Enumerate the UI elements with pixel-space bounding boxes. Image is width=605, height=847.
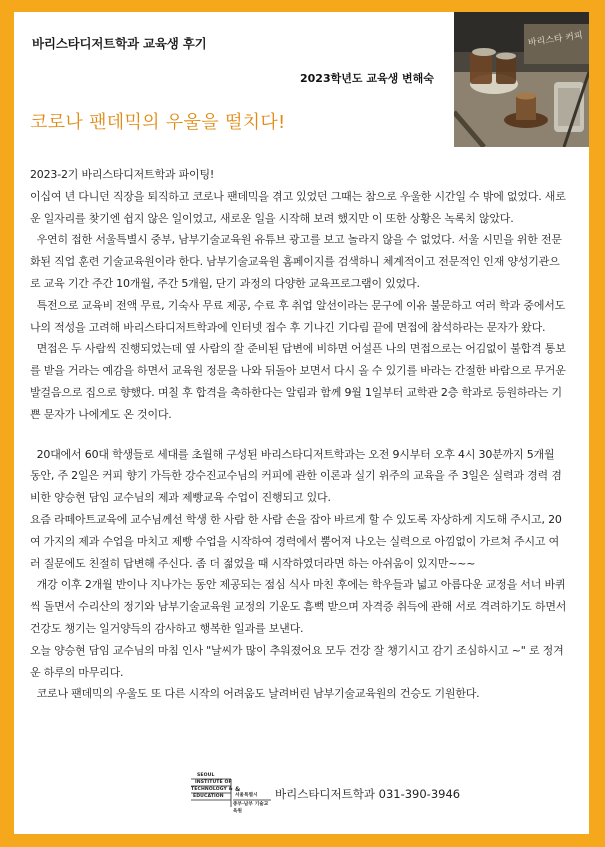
article-paragraph: 특전으로 교육비 전액 무료, 기숙사 무료 제공, 수료 후 취업 알선이라는 문구에 이유 불문하고 여러 학과 중에서도 나의 적성을 고려해 바리스타디저트학과에 인터넷 접수 후 기나긴 기다림 끝에 면접에 참석하라는 문자가 왔다. <box>30 298 569 334</box>
logo-line-4: EDUCATION <box>193 794 224 799</box>
logo-line-1: SEOUL <box>197 773 215 778</box>
page-sheet <box>14 12 589 834</box>
logo-ampersand: & <box>235 786 241 793</box>
article-paragraph: 오늘 양승현 담임 교수님의 마침 인사 "날씨가 많이 추워졌어요 모두 건강 잘 챙기시고 감기 조심하시고 ~" 로 정겨운 하루의 마무리다. <box>30 643 564 679</box>
article-paragraph: 우연히 접한 서울특별시 중부, 남부기술교육원 유튜브 광고를 보고 놀라지 않을 수 없었다. 서울 시민을 위한 전문화된 직업 훈련 기술교육원이라 한다. 남부기술교육원 홈페이지를 검색하니 체계적이고 전문적인 인재 양성기관으로 교육 기간 주간 10개월, 주간 5개월, 단기 과정의 다양한 교육프로그램이 있었다. <box>30 233 562 290</box>
article-paragraph: 코로나 팬데믹의 우울도 또 다른 시작의 어려움도 날려버린 남부기술교육원의 건승도 기원한다. <box>30 687 480 701</box>
department-contact: 바리스타디저트학과 031-390-3946 <box>275 787 461 801</box>
article-paragraph: 개강 이후 2개월 반이나 지나가는 동안 제공되는 점심 식사 마친 후에는 학우들과 넓고 아름다운 교정을 서너 바퀴씩 돌면서 수리산의 정기와 남부기술교육원 교정의 기운도 흠뻑 받으며 자격증 취득에 관해 서로 격려하기도 하면서 건강도 챙기는 일거양득의 감사하고 행복한 일과를 보낸다. <box>30 578 570 635</box>
article-paragraph: 2023-2기 바리스타디저트학과 파이팅! <box>30 168 215 181</box>
headline: 코로나 팬데믹의 우울을 떨치다! <box>30 112 286 133</box>
institute-logo <box>169 772 271 814</box>
article-paragraph: 이십여 년 다니던 직장을 퇴직하고 코로나 팬데믹을 겪고 있었던 그때는 참으로 우울한 시간일 수 밖에 없었다. 새로운 일자리를 찾기엔 쉽지 않은 일이었고, 새로운 일을 시작해 보려 했지만 이 또한 상황은 녹록치 않았다. <box>30 189 566 225</box>
logo-korean-line-2: 중부·남부 기술교육원 <box>233 802 269 814</box>
coffee-photo <box>454 12 589 147</box>
photo-sign-text: 바리스타 커피 <box>527 31 584 49</box>
logo-korean-line-1: 서울특별시 <box>235 793 258 798</box>
logo-line-2: INSTITUTE OF <box>195 780 232 785</box>
article-paragraph: 20대에서 60대 학생들로 세대를 초월해 구성된 바리스타디저트학과는 오전 9시부터 오후 4시 30분까지 5개월 동안, 주 2일은 커피 향기 가득한 강수진교수님의 커피에 관한 이론과 실기 위주의 교육을 주 3일은 실력과 경력 겸비한 양승현 담임 교수님의 제과 제빵교육 수업이 진행되고 있다. <box>30 447 562 505</box>
logo-line-3: TECHNOLOGY & <box>191 787 233 792</box>
article-body <box>30 164 570 705</box>
article-paragraph: 면접은 두 사람씩 진행되었는데 옆 사람의 잘 준비된 답변에 비하면 어설픈 나의 면접으로는 어김없이 불합격 통보를 받을 거라는 예감을 하면서 교육원 정문을 나와 뒤돌아 보면서 다시 올 수 있기를 바라는 간절한 바람으로 무거운 발걸음으로 집으로 향했다. 며칠 후 합격을 축하한다는 알림과 함께 9월 1일부터 교학관 2층 학과로 등원하라는 기쁜 문자가 나에게도 온 것이다. <box>30 342 569 421</box>
author-line: 2023학년도 교육생 변해숙 <box>300 72 434 85</box>
footer <box>169 772 499 812</box>
coffee-photo-illustration <box>454 12 589 147</box>
department-title: 바리스타디저트학과 교육생 후기 <box>32 36 207 51</box>
article-paragraph: 요즘 라떼아트교육에 교수님께선 학생 한 사람 한 사람 손을 잡아 바르게 할 수 있도록 자상하게 지도해 주시고, 20여 가지의 제과 수업을 마치고 제빵 수업을 시작하여 경력에서 뿜어져 나오는 실력으로 아낌없이 가르쳐 주시고 여러 질문에도 친절히 답변해 주신다. 좀 더 젊었을 때 시작하였더라면 하는 아쉬움이 있지만~~~ <box>30 512 562 570</box>
